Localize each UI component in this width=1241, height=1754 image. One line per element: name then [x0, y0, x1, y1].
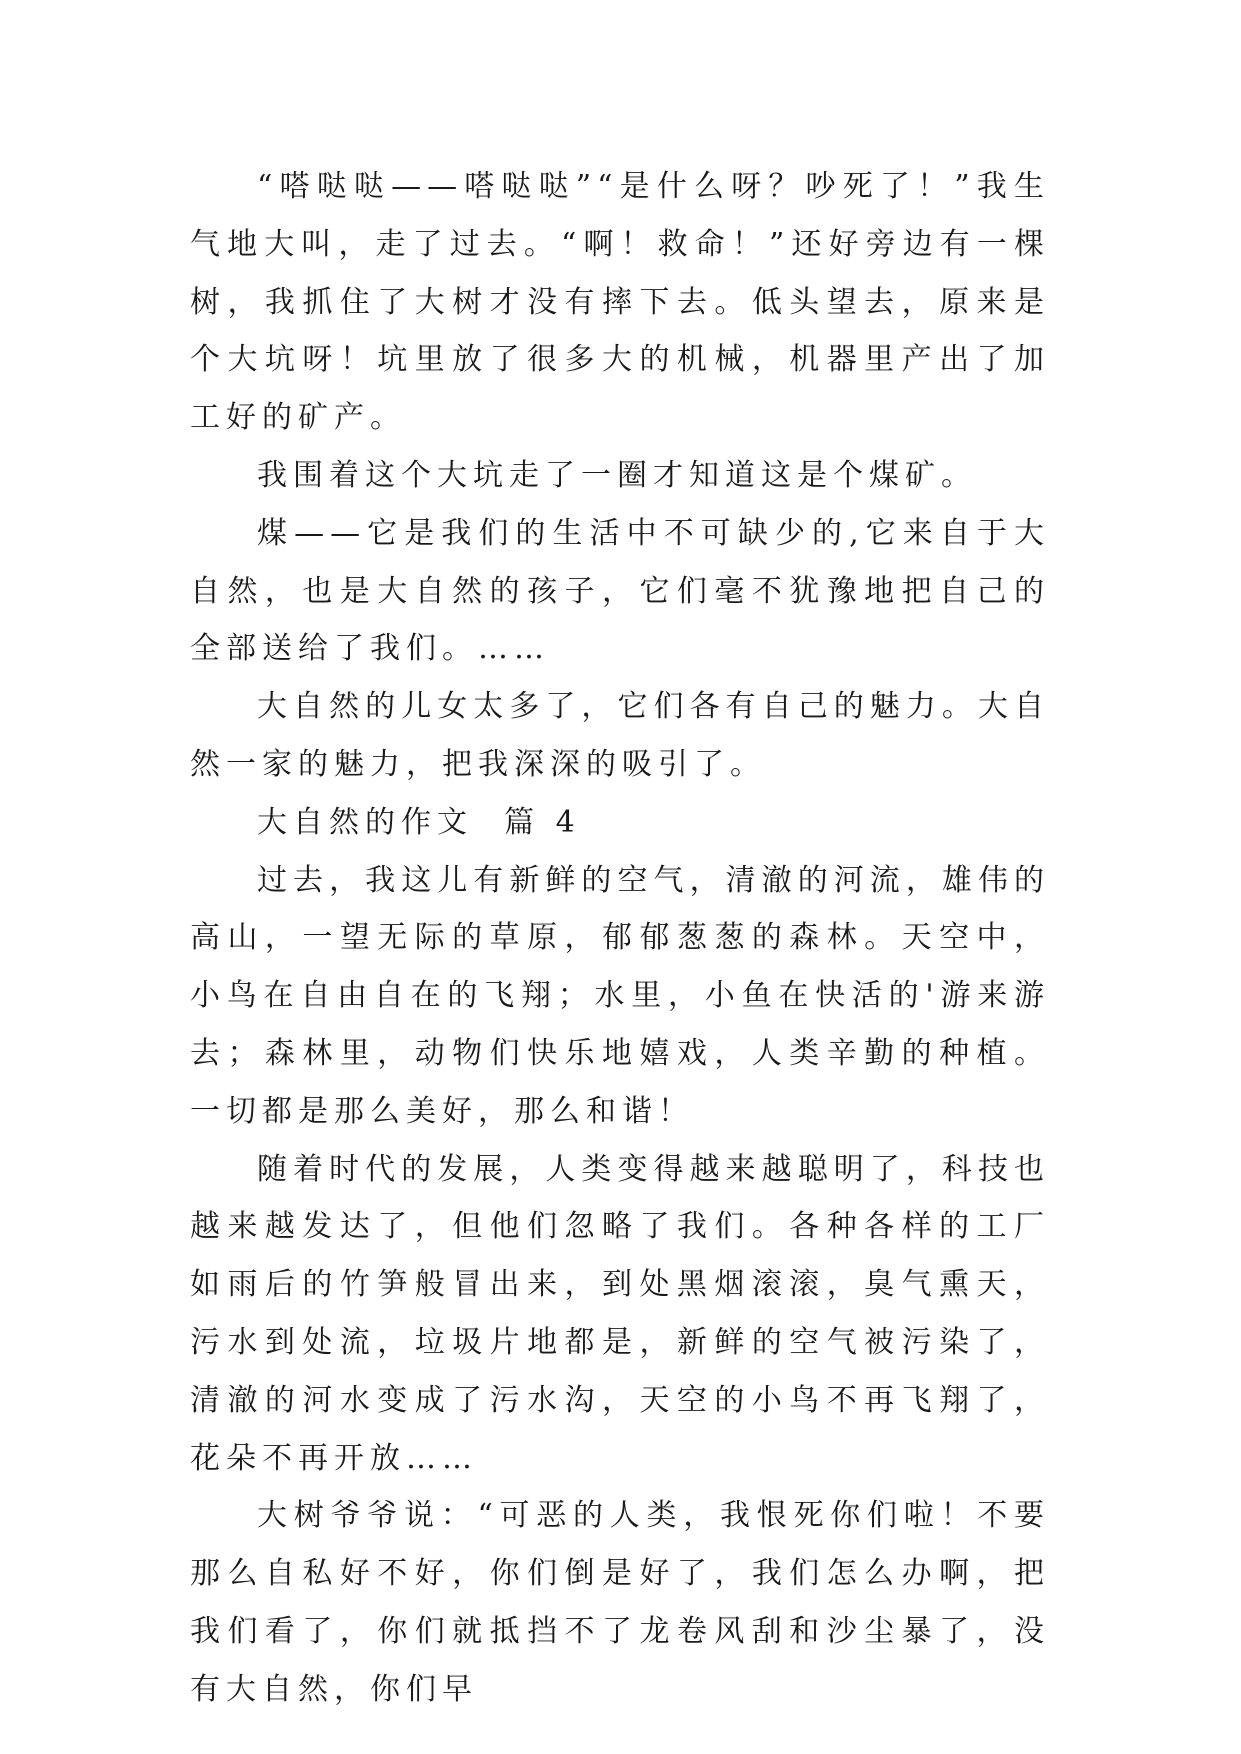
paragraph-1: “嗒哒哒——嗒哒哒”“是什么呀？吵死了！”我生气地大叫，走了过去。“啊！救命！”还好旁边有一棵树，我抓住了大树才没有摔下去。低头望去，原来是个大坑呀！坑里放了很多大的机械，机器里产出了加工好的矿产。 — [190, 169, 1050, 436]
paragraph-3: 煤——它是我们的生活中不可缺少的,它来自于大自然，也是大自然的孩子，它们毫不犹豫地把自己的全部送给了我们。…… — [190, 515, 1050, 667]
document-body — [190, 158, 1050, 1719]
section-paragraph-1: 过去，我这儿有新鲜的空气，清澈的河流，雄伟的高山，一望无际的草原，郁郁葱葱的森林。天空中，小鸟在自由自在的飞翔；水里，小鱼在快活的'游来游去；森林里，动物们快乐地嬉戏，人类辛勤的种植。一切都是那么美好，那么和谐！ — [190, 862, 1050, 1129]
paragraph-2: 我围着这个大坑走了一圈才知道这是个煤矿。 — [257, 457, 977, 493]
section-paragraph-3: 大树爷爷说：“可恶的人类，我恨死你们啦！不要那么自私好不好，你们倒是好了，我们怎么办啊，把我们看了，你们就抵挡不了龙卷风刮和沙尘暴了，没有大自然，你们早 — [190, 1498, 1050, 1707]
section-heading: 大自然的作文 篇 4 — [257, 804, 581, 840]
paragraph-4: 大自然的儿女太多了，它们各有自己的魅力。大自然一家的魅力，把我深深的吸引了。 — [190, 689, 1050, 782]
section-paragraph-2: 随着时代的发展，人类变得越来越聪明了，科技也越来越发达了，但他们忽略了我们。各种各样的工厂如雨后的竹笋般冒出来，到处黑烟滚滚，臭气熏天，污水到处流，垃圾片地都是，新鲜的空气被污染了，清澈的河水变成了污水沟，天空的小鸟不再飞翔了，花朵不再开放…… — [190, 1151, 1050, 1476]
